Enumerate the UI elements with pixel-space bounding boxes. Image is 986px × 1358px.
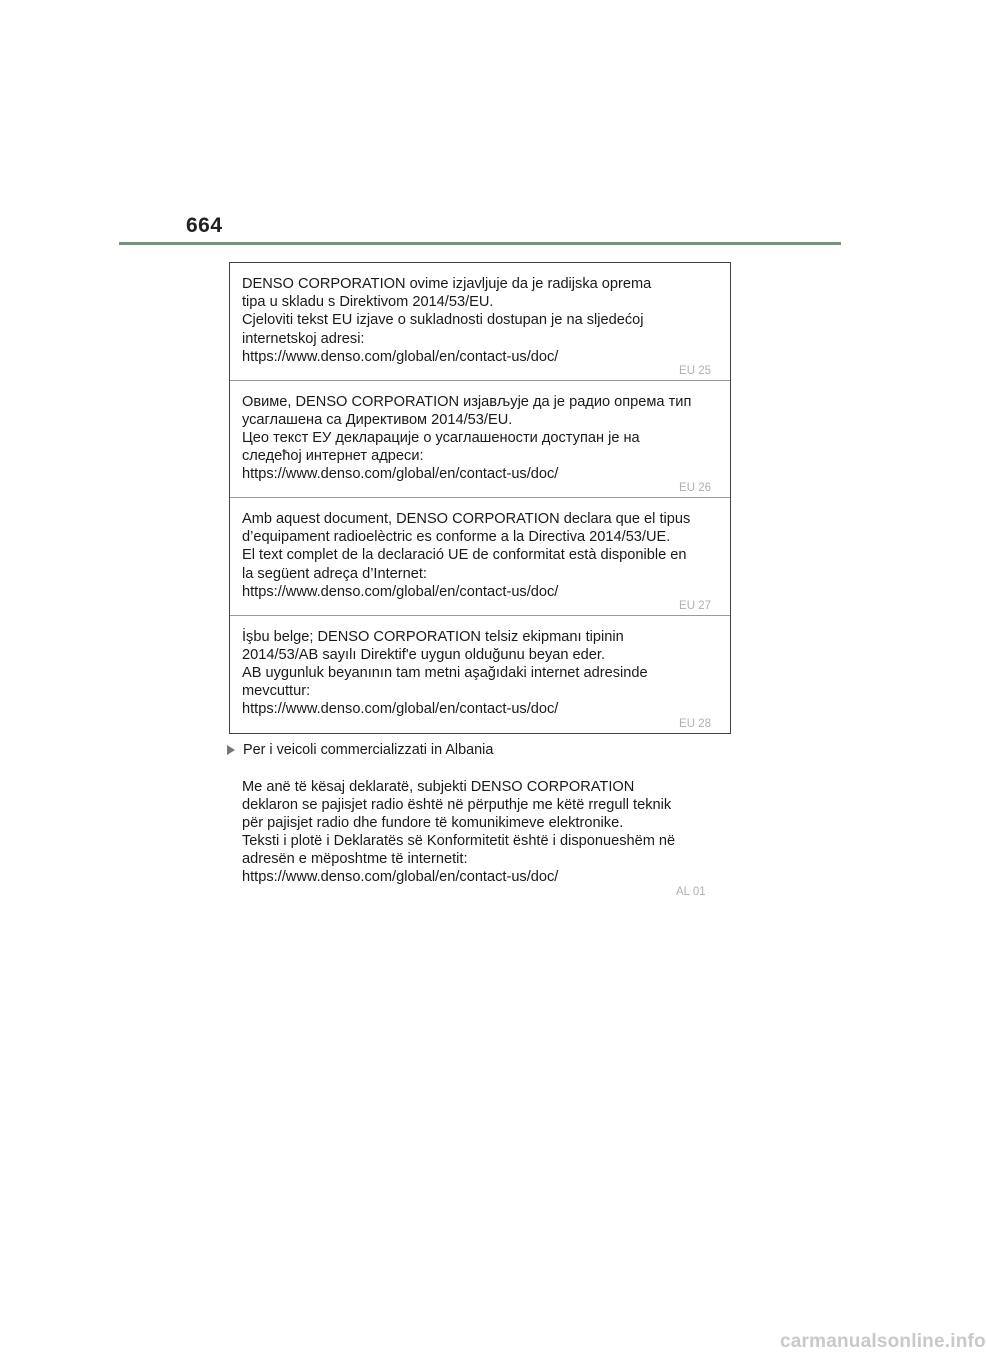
triangle-right-icon	[227, 745, 235, 755]
declaration-text: İşbu belge; DENSO CORPORATION telsiz ekipmanı tipinin 2014/53/AB sayılı Direktif'e uygun olduğunu beyan eder. AB uygunluk beyanının tam metni aşağıdaki internet adresinde mevcuttur: https://www.denso.com/global/en/contact-us/doc/	[242, 628, 648, 718]
declaration-code: EU 25	[679, 364, 711, 377]
declaration-section-eu26	[230, 381, 730, 499]
albania-declaration-code: AL 01	[676, 886, 706, 898]
page-number: 664	[186, 214, 223, 237]
header-rule	[119, 242, 841, 245]
declaration-code: EU 27	[679, 599, 711, 612]
declaration-section-eu25	[230, 263, 730, 381]
declarations-box	[229, 262, 731, 734]
declaration-code: EU 28	[679, 717, 711, 730]
declaration-section-eu27	[230, 498, 730, 616]
watermark: carmanualsonline.info	[780, 1331, 986, 1352]
declaration-section-eu28	[230, 616, 730, 733]
albania-heading-label: Per i veicoli commercializzati in Albania	[243, 742, 494, 758]
declaration-text: DENSO CORPORATION ovime izjavljuje da je radijska oprema tipa u skladu s Direktivom 2014/53/EU. Cjeloviti tekst EU izjave o sukladnosti dostupan je na sljedećoj internetskoj adresi: https://www.denso.com/global/en/contact-us/doc/	[242, 276, 652, 365]
declaration-code: EU 26	[679, 482, 711, 494]
albania-declaration-text: Me anë të kësaj deklaratë, subjekti DENSO CORPORATION deklaron se pajisjet radio është në përputhje me këtë rregull teknik për pajisjet radio dhe fundore të komunikimeve elektronike. Teksti i plotë i Deklaratës së Konformitetit është i disponueshëm në adresën e mëposhtme të internetit: https://www.denso.com/global/en/contact-us/doc/	[242, 779, 676, 886]
albania-heading	[227, 741, 493, 759]
declaration-text: Овиме, DENSO CORPORATION изјављује да је радио опрема тип усаглашена са Директивом 2014/53/EU. Цео текст ЕУ декларације о усаглашености доступан је на следећој интернет адреси: https://www.denso.com/global/en/contact-us/doc/	[242, 393, 692, 483]
declaration-text: Amb aquest document, DENSO CORPORATION declara que el tipus d’equipament radioelèctric es conforme a la Directiva 2014/53/UE. El text complet de la declaració UE de conformitat està disponible en la següent adreça d’Internet: https://www.denso.com/global/en/contact-us/doc/	[242, 511, 691, 600]
